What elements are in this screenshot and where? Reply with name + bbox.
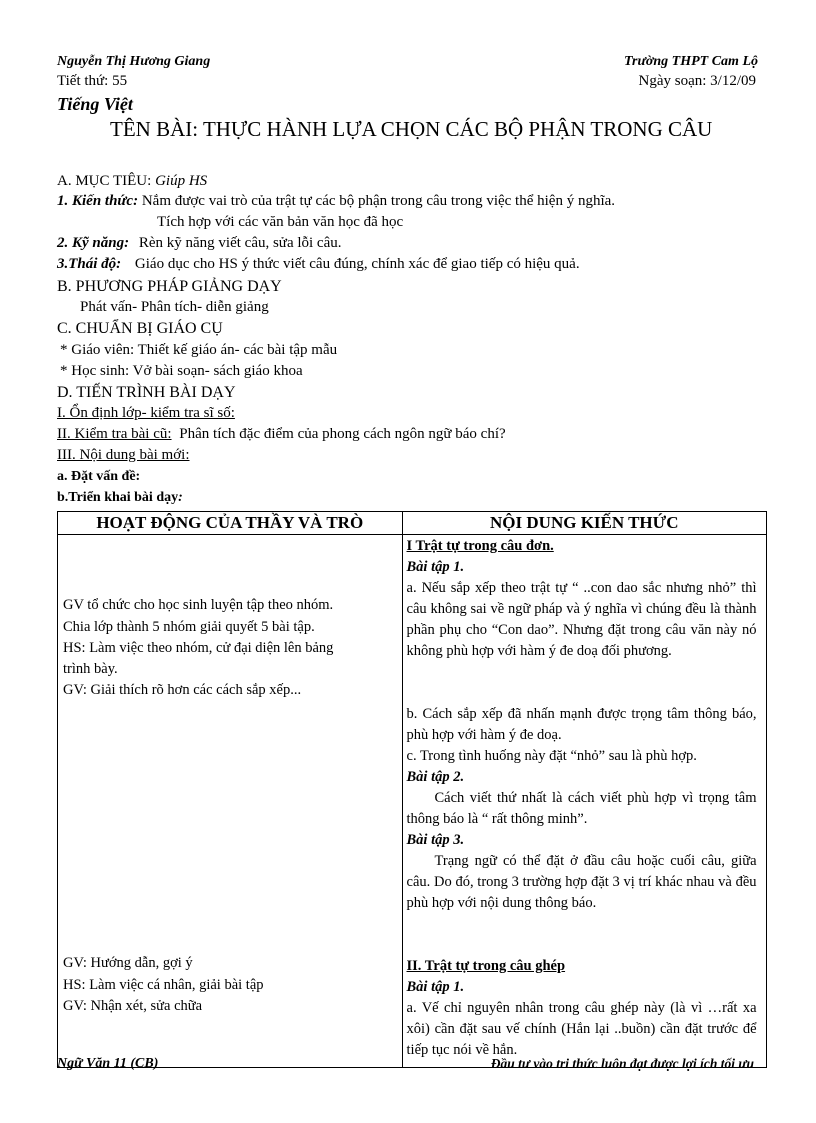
activity-line: trình bày. — [63, 661, 118, 677]
table-header-row — [58, 512, 767, 535]
content-cell — [402, 535, 766, 1068]
methods-text: Phát vấn- Phân tích- diễn giảng — [80, 299, 269, 315]
activity-line: GV tổ chức cho học sinh luyện tập theo nhóm. — [63, 597, 334, 613]
exercise-1-a: a. Nếu sắp xếp theo trật tự “ ..con dao sắc nhưng nhỏ” thì câu không sai về ngữ pháp và ý nghĩa vì chúng đều là thành phần phụ cho “Con dao”. Nhưng đặt trong câu văn này nó không phù hợp với hàm ý đe doạ đối phương. — [406, 580, 757, 659]
attitude-label: 3.Thái độ: — [57, 256, 122, 272]
activity-column-header: HOẠT ĐỘNG CỦA THẦY VÀ TRÒ — [58, 512, 403, 535]
subject-title: Tiếng Việt — [57, 94, 133, 114]
exercise-3-label: Bài tập 3. — [406, 832, 465, 848]
prepared-date: Ngày soạn: 3/12/09 — [638, 73, 756, 89]
activity-line: GV: Hướng dẫn, gợi ý — [63, 955, 193, 971]
activity-line: HS: Làm việc theo nhóm, cử đại diện lên bảng — [63, 640, 334, 656]
methods-heading: B. PHƯƠNG PHÁP GIẢNG DẠY — [57, 278, 282, 295]
activity-cell — [58, 535, 403, 1068]
new-content-heading: III. Nội dung bài mới: — [57, 447, 190, 463]
knowledge-text: Nắm được vai trò của trật tự các bộ phận trong câu trong việc thể hiện ý nghĩa. — [141, 193, 616, 209]
compound-sentence-heading: II. Trật tự trong câu ghép — [406, 958, 566, 974]
footer-course: Ngữ Văn 11 (CB) — [57, 1056, 159, 1071]
compound-exercise-1-a: a. Vế chỉ nguyên nhân trong câu ghép này (là vì …rất xa xôi) cần đặt sau vế chính (Hắn lại ..buồn) cần đặt trước để tiếp tục nói về hắn. — [406, 1000, 757, 1058]
compound-exercise-1-label: Bài tập 1. — [406, 979, 465, 995]
author-name: Nguyễn Thị Hương Giang — [57, 54, 211, 69]
objectives-label: A. MỤC TIÊU: — [57, 173, 152, 189]
exercise-2-label: Bài tập 2. — [406, 769, 465, 785]
activity-table — [57, 511, 767, 1068]
school-name: Trường THPT Cam Lộ — [624, 54, 758, 69]
class-organization: I. Ổn định lớp- kiểm tra sĩ số: — [57, 405, 235, 421]
content-column-header: NỘI DUNG KIẾN THỨC — [402, 512, 766, 535]
knowledge-line — [57, 193, 615, 210]
problem-statement: a. Đặt vấn đề: — [57, 469, 141, 484]
process-heading: D. TIẾN TRÌNH BÀI DẠY — [57, 384, 236, 401]
knowledge-label: 1. Kiến thức: — [57, 193, 139, 209]
homework-check-question: Phân tích đặc điểm của phong cách ngôn ngữ báo chí? — [179, 426, 506, 442]
homework-check-label: II. Kiểm tra bài cũ: — [57, 426, 172, 442]
footer-motto: Đầu tư vào tri thức luôn đạt được lợi ích tối ưu — [490, 1056, 754, 1071]
exercise-2-text: Cách viết thứ nhất là cách viết phù hợp vì trọng tâm thông báo là “ rất thông minh”. — [406, 790, 757, 827]
exercise-1-c: c. Trong tình huống này đặt “nhỏ” sau là phù hợp. — [406, 748, 697, 764]
lesson-number: Tiết thứ: 55 — [57, 73, 128, 89]
activity-line: Chia lớp thành 5 nhóm giải quyết 5 bài tập. — [63, 619, 315, 635]
attitude-line — [57, 256, 580, 273]
activity-line: GV: Giải thích rõ hơn các cách sắp xếp... — [63, 682, 302, 698]
exercise-3-text: Trạng ngữ có thể đặt ở đầu câu hoặc cuối câu, giữa câu. Do đó, trong 3 trường hợp đặt 3 vị trí khác nhau và đều phù hợp với nội dung thông báo. — [406, 853, 757, 911]
homework-check-line — [57, 426, 506, 443]
lesson-deployment — [57, 490, 183, 506]
integration-line: Tích hợp với các văn bản văn học đã học — [157, 214, 404, 230]
simple-sentence-heading: I Trật tự trong câu đơn. — [406, 538, 554, 554]
skills-line — [57, 235, 342, 252]
exercise-1-b: b. Cách sắp xếp đã nhấn mạnh được trọng tâm thông báo, phù hợp với hàm ý đe doạ. — [406, 706, 757, 743]
attitude-text: Giáo dục cho HS ý thức viết câu đúng, chính xác để giao tiếp có hiệu quả. — [134, 256, 580, 272]
skills-label: 2. Kỹ năng: — [57, 235, 130, 251]
table-body-row — [58, 535, 767, 1068]
skills-text: Rèn kỹ năng viết câu, sửa lỗi câu. — [138, 235, 342, 251]
exercise-1-label: Bài tập 1. — [406, 559, 465, 575]
objectives-heading — [57, 173, 207, 190]
lesson-deployment-colon: : — [178, 490, 183, 505]
objectives-help: Giúp HS — [155, 173, 208, 189]
activity-line: HS: Làm việc cá nhân, giải bài tập — [63, 977, 264, 993]
lesson-title: TÊN BÀI: THỰC HÀNH LỰA CHỌN CÁC BỘ PHẬN TRONG CÂU — [110, 117, 713, 141]
materials-heading: C. CHUẨN BỊ GIÁO CỤ — [57, 320, 223, 337]
lesson-deployment-label: b.Triển khai bài dạy — [57, 490, 179, 505]
activity-line: GV: Nhận xét, sửa chữa — [63, 998, 203, 1014]
teacher-materials: * Giáo viên: Thiết kế giáo án- các bài tập mẫu — [60, 342, 338, 358]
student-materials: * Học sinh: Vở bài soạn- sách giáo khoa — [60, 363, 303, 379]
